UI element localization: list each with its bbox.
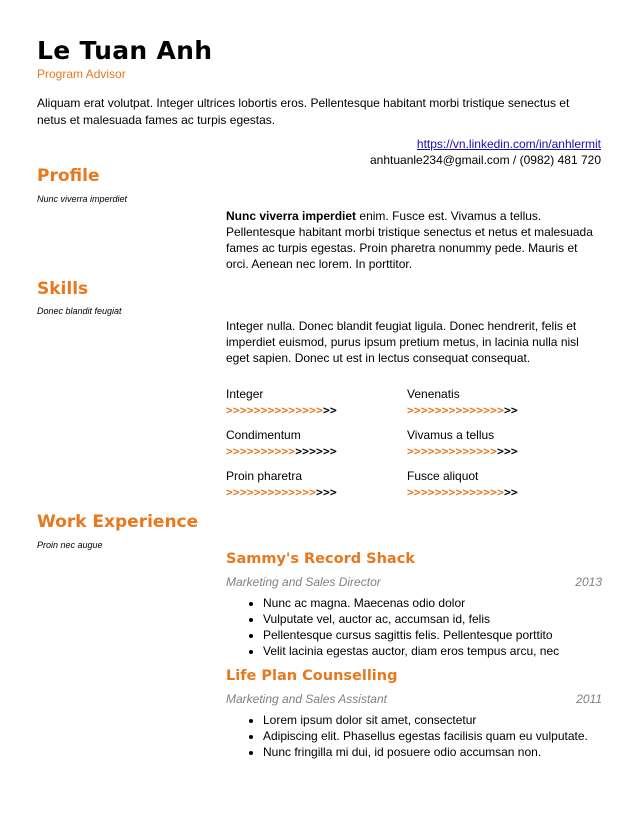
skill-level-bar [226, 484, 337, 500]
job-bullet: • Lorem ipsum dolor sit amet, consectetur [263, 712, 638, 728]
profile-heading: Profile [37, 166, 100, 186]
job-bullet: • Vulputate vel, auctor ac, accumsan id, felis [263, 611, 638, 627]
skill-item [226, 386, 337, 418]
skill-bar-empty: >>>>>> [295, 444, 337, 458]
skill-bar-filled: >>>>>>>>>>>>> [226, 485, 317, 499]
job-meta [226, 692, 602, 706]
contact-block [370, 136, 601, 168]
skill-name: Vivamus a tellus [407, 428, 495, 442]
skill-item [407, 468, 518, 500]
job-year: 2013 [575, 575, 602, 589]
skill-name: Condimentum [226, 428, 301, 442]
skill-name: Integer [226, 387, 264, 401]
job-bullet: • Nunc ac magna. Maecenas odio dolor [263, 595, 638, 611]
job-role: Program Advisor [37, 67, 126, 81]
job-position: Marketing and Sales Assistant [226, 692, 387, 706]
skill-level-bar [226, 443, 337, 459]
job-bullets [226, 712, 638, 760]
job-company: Sammy's Record Shack [226, 551, 415, 567]
skill-bar-empty: >> [503, 485, 518, 499]
skill-name: Fusce aliquot [407, 469, 479, 483]
work-subheading: Proin nec augue [37, 540, 103, 550]
skill-bar-empty: >> [503, 403, 518, 417]
job-bullet: • Nunc fringilla mi dui, id posuere odio accumsan non. [263, 744, 638, 760]
skill-name: Venenatis [407, 387, 460, 401]
job-position: Marketing and Sales Director [226, 575, 381, 589]
skill-level-bar [407, 443, 518, 459]
skill-level-bar [407, 402, 518, 418]
skill-level-bar [407, 484, 518, 500]
profile-text [226, 208, 602, 272]
contact-line: anhtuanle234@gmail.com / (0982) 481 720 [370, 153, 601, 167]
job-bullet: • Velit lacinia egestas auctor, diam eros tempus arcu, nec [263, 643, 638, 659]
skill-bar-filled: >>>>>>>>>>>>>> [407, 485, 504, 499]
job-bullet: • Pellentesque cursus sagittis felis. Pellentesque porttito [263, 627, 638, 643]
candidate-name: Le Tuan Anh [37, 36, 213, 65]
job-bullet: • Adipiscing elit. Phasellus egestas facilisis quam eu vulputate. [263, 728, 638, 744]
profile-lead: Nunc viverra imperdiet [226, 209, 357, 223]
skills-subheading: Donec blandit feugiat [37, 306, 122, 316]
skill-item [407, 386, 518, 418]
job-company: Life Plan Counselling [226, 668, 398, 684]
profile-body: enim. Fusce est. Vivamus a tellus. Pellentesque habitant morbi tristique senectus et netus et malesuada fames ac turpis egestas. Proin pharetra nonummy pede. Mauris et orci. Aenean nec lorem. In porttitor. [226, 209, 593, 271]
profile-subheading: Nunc viverra imperdiet [37, 194, 128, 204]
skill-bar-filled: >>>>>>>>>> [226, 444, 296, 458]
job-meta [226, 575, 602, 589]
skill-item [226, 427, 337, 459]
skill-bar-filled: >>>>>>>>>>>>> [407, 444, 498, 458]
skill-item [226, 468, 337, 500]
summary-text: Aliquam erat volutpat. Integer ultrices lobortis eros. Pellentesque habitant morbi tristique senectus et netus et malesuada fames ac turpis egestas. [37, 96, 570, 127]
skill-bar-filled: >>>>>>>>>>>>>> [407, 403, 504, 417]
skill-name: Proin pharetra [226, 469, 303, 483]
skill-bar-empty: >>> [316, 485, 337, 499]
work-heading: Work Experience [37, 512, 199, 532]
skill-level-bar [226, 402, 337, 418]
skill-bar-filled: >>>>>>>>>>>>>> [226, 403, 323, 417]
skill-bar-empty: >>> [497, 444, 518, 458]
skills-text: Integer nulla. Donec blandit feugiat ligula. Donec hendrerit, felis et imperdiet euismod, purus ipsum pretium metus, in lacinia nulla nisl eget sapien. Donec ut est in lectus consequat consequat. [226, 319, 579, 365]
skill-bar-empty: >> [322, 403, 337, 417]
skills-heading: Skills [37, 279, 89, 299]
job-bullets [226, 595, 638, 659]
job-year: 2011 [576, 692, 602, 706]
skill-item [407, 427, 518, 459]
linkedin-link[interactable]: https://vn.linkedin.com/in/anhlermit [416, 137, 601, 151]
